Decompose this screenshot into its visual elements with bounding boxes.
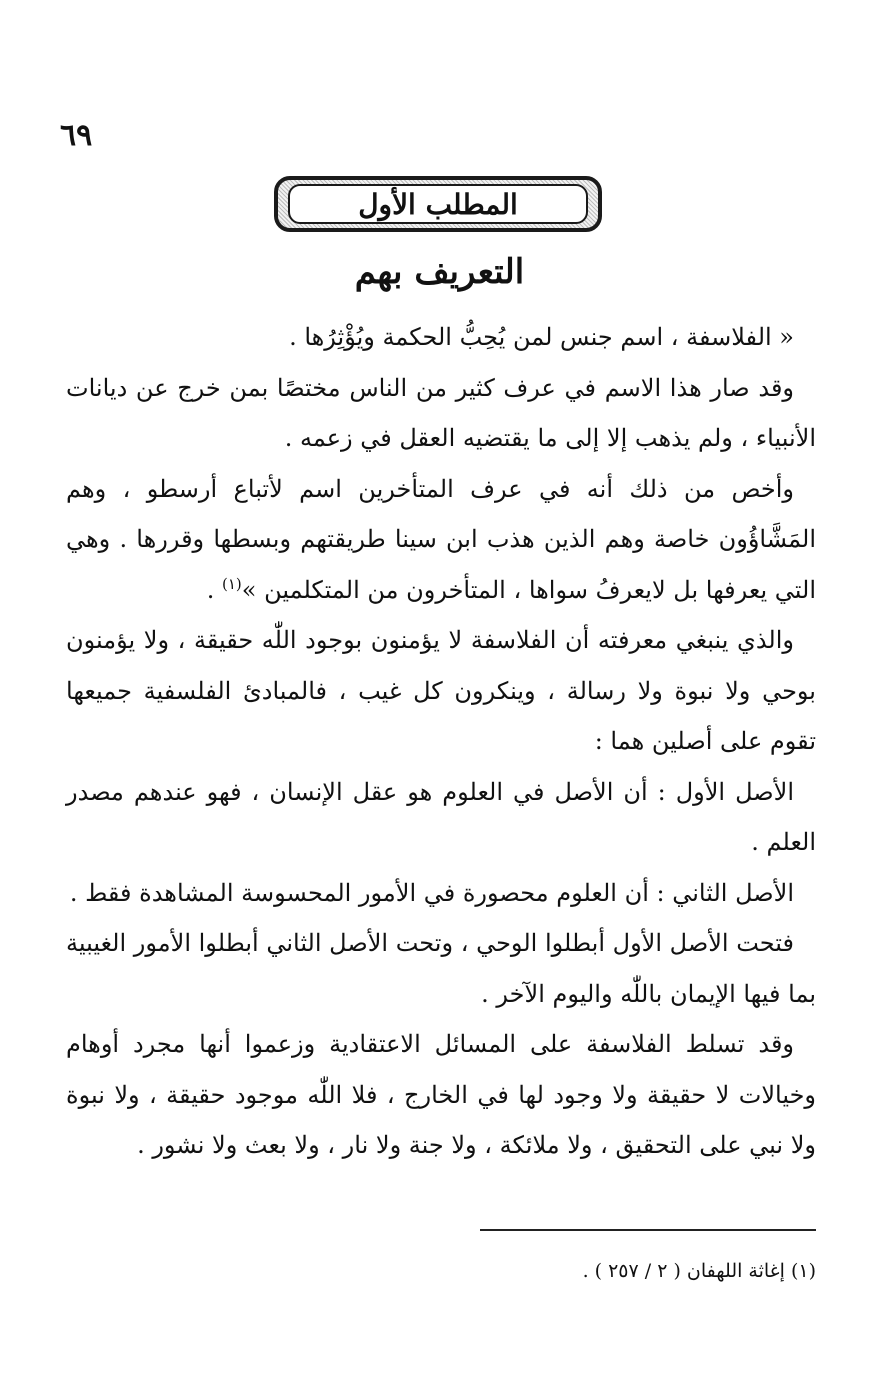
footnote-divider <box>480 1229 816 1231</box>
paragraph-text: الأصل الأول : أن الأصل في العلوم هو عقل الإنسان ، فهو عندهم مصدر العلم . <box>66 777 816 856</box>
section-title: المطلب الأول <box>358 187 518 221</box>
paragraph <box>66 312 816 363</box>
footnote-reference: (١) <box>221 574 242 593</box>
paragraph-text: والذي ينبغي معرفته أن الفلاسفة لا يؤمنون بوجود اللّٰه حقيقة ، ولا يؤمنون بوحي ولا نبوة ولا رسالة ، وينكرون كل غيب ، فالمبادئ الفلسفية جميعها تقوم على أصلين هما : <box>66 626 816 755</box>
footnote: (١) إغاثة اللهفان ( ٢ / ٢٥٧ ) . <box>582 1260 816 1282</box>
paragraph <box>66 363 816 464</box>
paragraph-text: فتحت الأصل الأول أبطلوا الوحي ، وتحت الأصل الثاني أبطلوا الأمور الغيبية بما فيها الإيمان باللّٰه واليوم الآخر . <box>66 929 816 1008</box>
page-heading: التعريف بهم <box>354 252 525 292</box>
paragraph <box>66 868 816 919</box>
paragraph <box>66 615 816 767</box>
paragraph <box>66 1019 816 1171</box>
body-text <box>66 312 816 1171</box>
paragraph-text: « الفلاسفة ، اسم جنس لمن يُحِبُّ الحكمة ويُؤْثِرُها . <box>289 323 794 351</box>
paragraph-text: وقد تسلط الفلاسفة على المسائل الاعتقادية وزعموا أنها مجرد أوهام وخيالات لا حقيقة ولا وجود لها في الخارج ، فلا اللّٰه موجود حقيقة ، ولا نبوة ولا نبي على التحقيق ، ولا ملائكة ، ولا جنة ولا نار ، ولا بعث ولا نشور . <box>66 1030 816 1159</box>
section-title-inner-frame <box>288 184 588 224</box>
paragraph <box>66 918 816 1019</box>
paragraph-text: وقد صار هذا الاسم في عرف كثير من الناس مختصًا بمن خرج عن ديانات الأنبياء ، ولم يذهب إلا إلى ما يقتضيه العقل في زعمه . <box>66 373 816 452</box>
paragraph <box>66 464 816 616</box>
page-number: ٦٩ <box>60 118 93 153</box>
paragraph-tail: . <box>206 575 222 604</box>
paragraph <box>66 767 816 868</box>
paragraph-text: الأصل الثاني : أن العلوم محصورة في الأمور المحسوسة المشاهدة فقط . <box>69 878 794 907</box>
section-title-frame <box>274 176 602 232</box>
paragraph-text: وأخص من ذلك أنه في عرف المتأخرين اسم لأتباع أرسطو ، وهم المَشَّاؤُون خاصة وهم الذين هذب ابن سينا طريقتهم وبسطها وقررها . وهي التي يعرفها بل لايعرفُ سواها ، المتأخرون من المتكلمين » <box>66 474 816 604</box>
